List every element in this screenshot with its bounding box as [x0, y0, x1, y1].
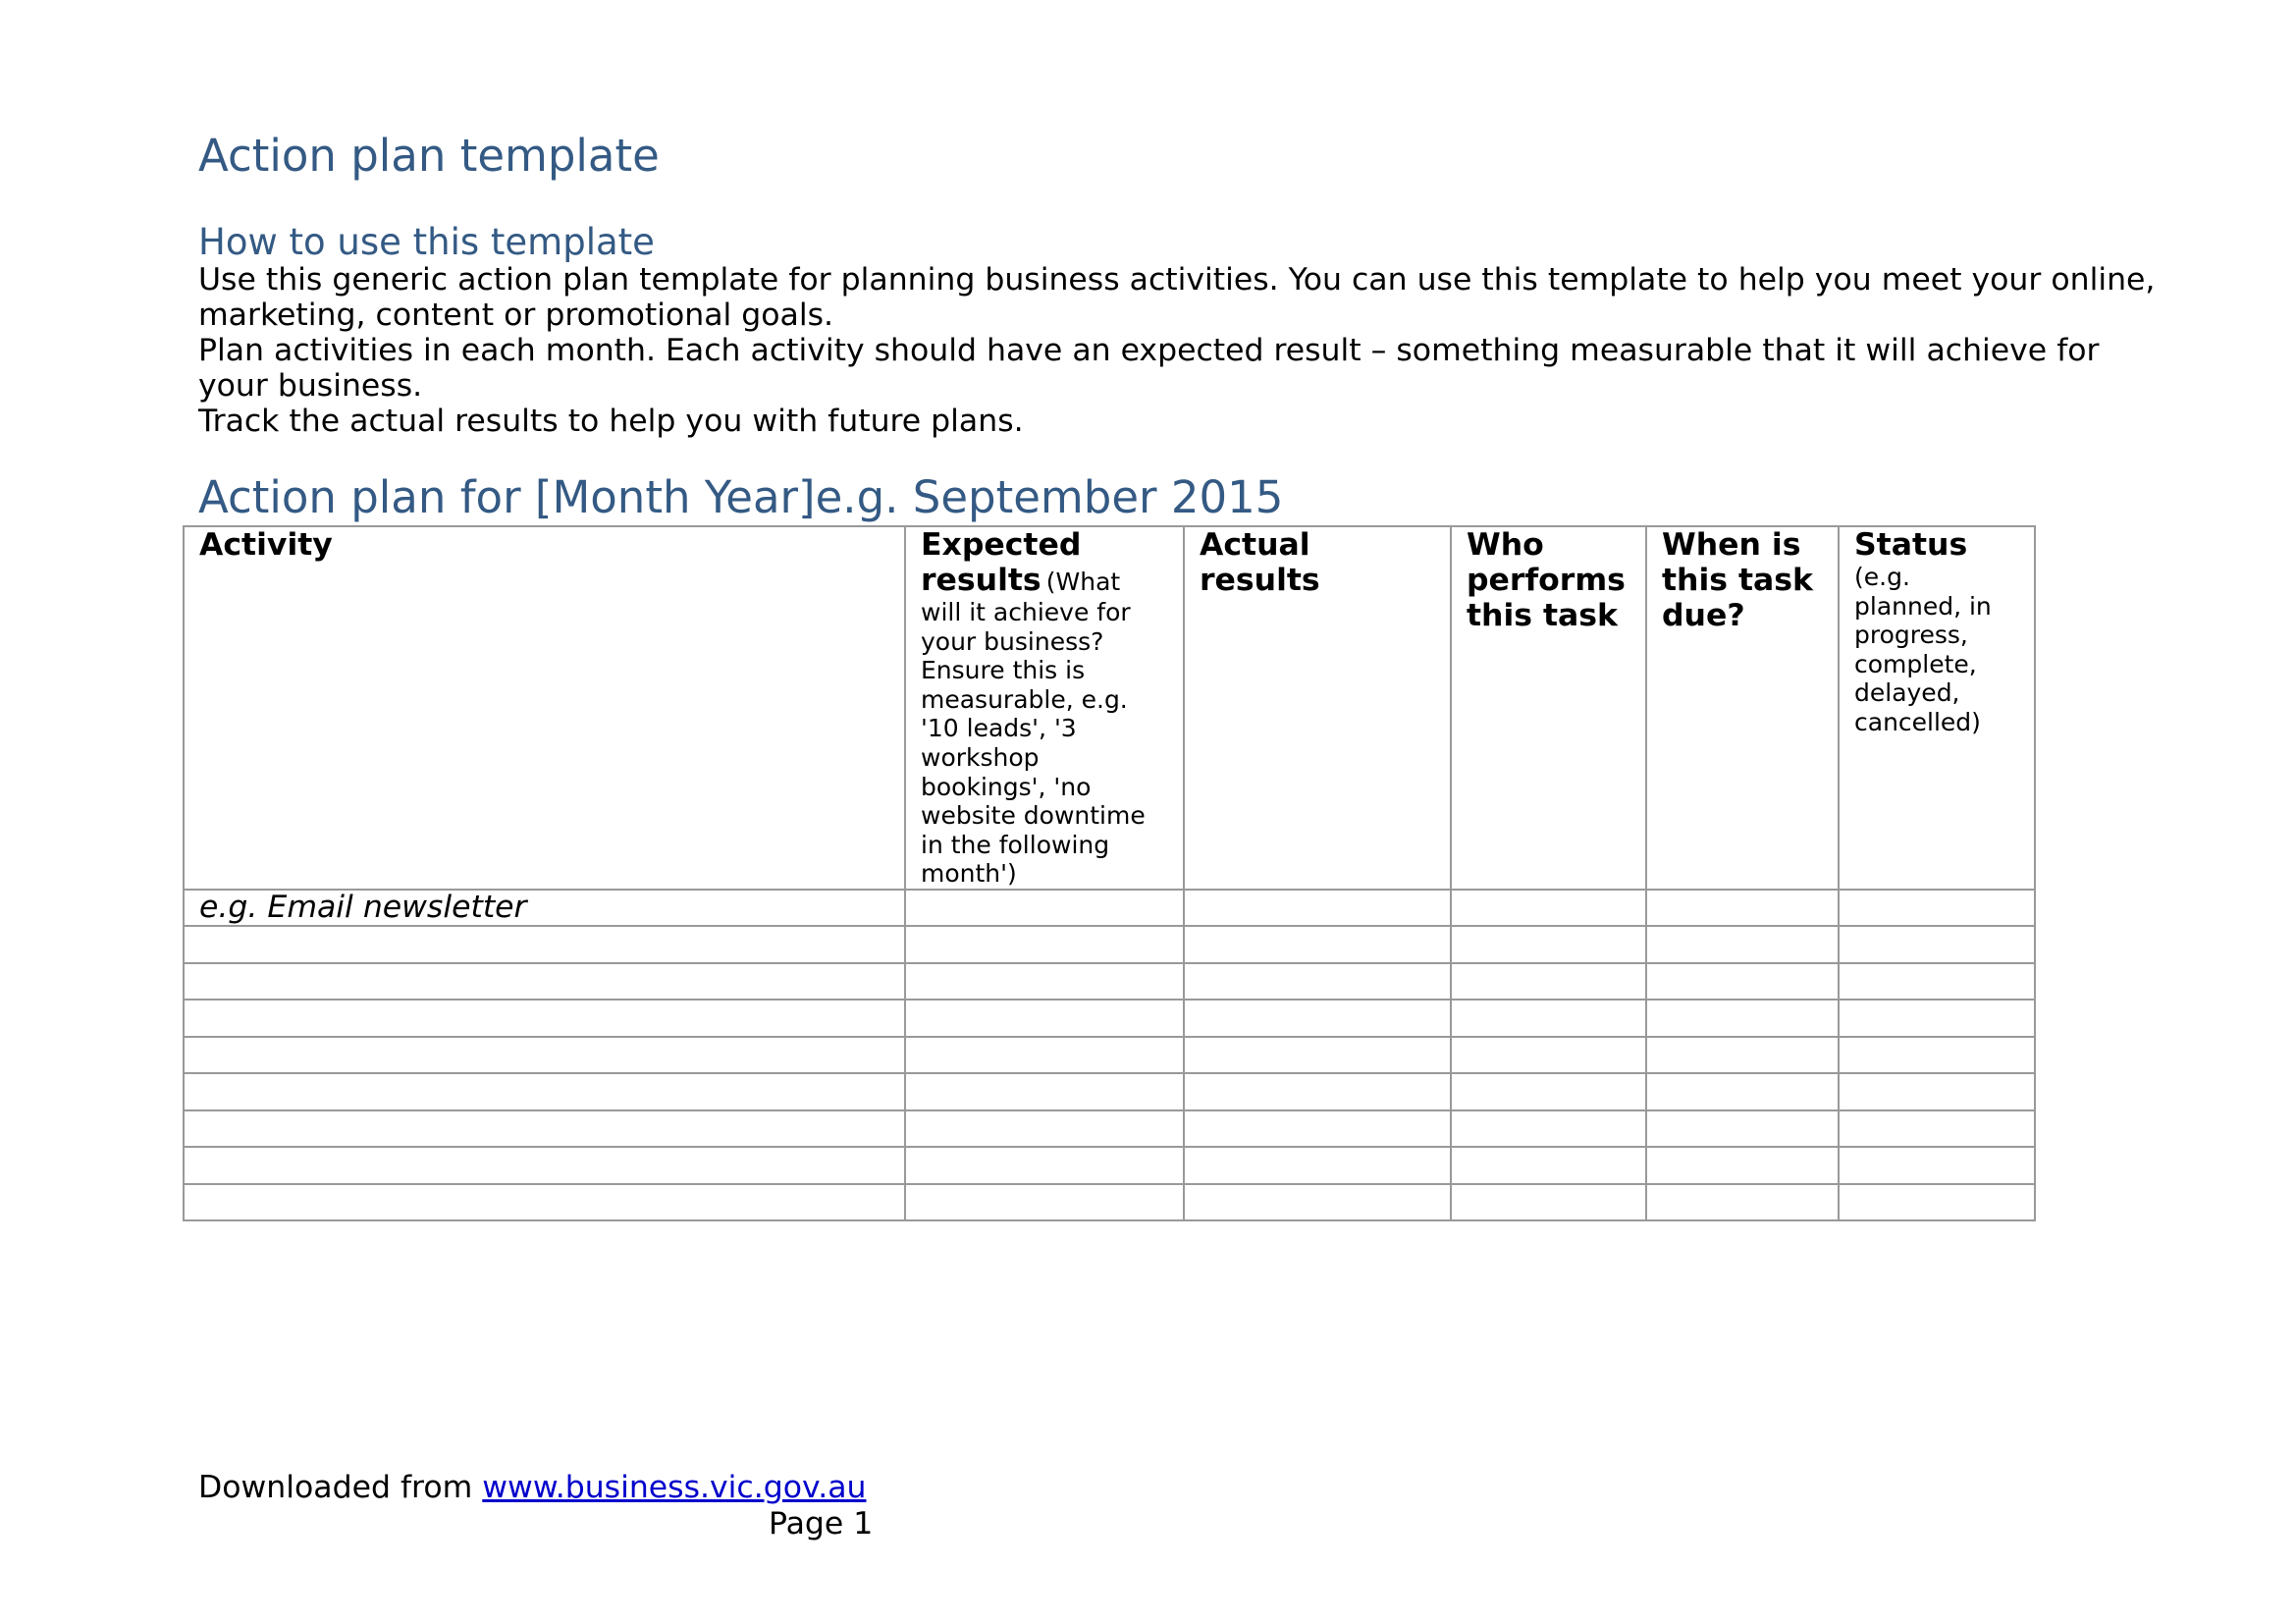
header-status-label: Status — [1854, 527, 1968, 563]
page-number: Page 1 — [769, 1506, 874, 1542]
document-title: Action plan template — [198, 130, 660, 182]
when-cell[interactable] — [1646, 963, 1839, 1001]
actual-cell[interactable] — [1184, 1037, 1451, 1074]
header-expected-results — [905, 526, 1184, 890]
when-cell[interactable] — [1646, 1110, 1839, 1148]
activity-cell[interactable] — [184, 1184, 905, 1221]
header-when-label: When is this task due? — [1662, 527, 1814, 633]
header-when-due — [1646, 526, 1839, 890]
who-cell[interactable] — [1451, 1110, 1646, 1148]
how-to-paragraph-1: Use this generic action plan template for planning business activities. You can use this template to help you meet your online, marketing, content or promotional goals. — [198, 262, 2156, 333]
status-cell[interactable] — [1839, 890, 2035, 927]
expected-cell[interactable] — [905, 926, 1184, 963]
table-header-row — [184, 526, 2035, 890]
header-actual-label: Actual results — [1200, 527, 1320, 598]
status-cell[interactable] — [1839, 1073, 2035, 1110]
status-cell[interactable] — [1839, 926, 2035, 963]
who-cell[interactable] — [1451, 1184, 1646, 1221]
who-cell[interactable] — [1451, 1000, 1646, 1037]
activity-cell[interactable] — [184, 1073, 905, 1110]
when-cell[interactable] — [1646, 890, 1839, 927]
actual-cell[interactable] — [1184, 1073, 1451, 1110]
expected-cell[interactable] — [905, 963, 1184, 1001]
actual-cell[interactable] — [1184, 926, 1451, 963]
activity-cell[interactable] — [184, 1037, 905, 1074]
actual-cell[interactable] — [1184, 963, 1451, 1001]
activity-cell[interactable] — [184, 1000, 905, 1037]
header-expected-label: Expected results — [921, 527, 1082, 598]
who-cell[interactable] — [1451, 963, 1646, 1001]
when-cell[interactable] — [1646, 1000, 1839, 1037]
plan-heading: Action plan for [Month Year]e.g. September 2015 — [198, 471, 1284, 523]
header-activity-label: Activity — [199, 527, 333, 563]
table-row — [184, 1000, 2035, 1037]
status-cell[interactable] — [1839, 1184, 2035, 1221]
activity-cell[interactable] — [184, 1147, 905, 1184]
expected-cell[interactable] — [905, 1184, 1184, 1221]
expected-cell[interactable] — [905, 1110, 1184, 1148]
footer-website-link[interactable]: www.business.vic.gov.au — [482, 1470, 867, 1505]
actual-cell[interactable] — [1184, 1000, 1451, 1037]
header-who-performs — [1451, 526, 1646, 890]
status-cell[interactable] — [1839, 963, 2035, 1001]
when-cell[interactable] — [1646, 1184, 1839, 1221]
header-actual-results — [1184, 526, 1451, 890]
who-cell[interactable] — [1451, 890, 1646, 927]
action-plan-table — [183, 525, 2036, 1221]
expected-cell[interactable] — [905, 1073, 1184, 1110]
expected-cell[interactable] — [905, 1000, 1184, 1037]
header-expected-note: (What will it achieve for your business? Ensure this is measurable, e.g. '10 leads', '3 workshop bookings', 'no website downtime in the following month') — [921, 568, 1146, 889]
activity-cell[interactable] — [184, 1110, 905, 1148]
status-cell[interactable] — [1839, 1037, 2035, 1074]
header-who-label: Who performs this task — [1467, 527, 1626, 633]
actual-cell[interactable] — [1184, 890, 1451, 927]
table-row — [184, 1073, 2035, 1110]
expected-cell[interactable] — [905, 1037, 1184, 1074]
who-cell[interactable] — [1451, 1073, 1646, 1110]
status-cell[interactable] — [1839, 1000, 2035, 1037]
when-cell[interactable] — [1646, 1037, 1839, 1074]
header-status — [1839, 526, 2035, 890]
status-cell[interactable] — [1839, 1147, 2035, 1184]
footer-download-prefix: Downloaded from — [198, 1470, 483, 1505]
who-cell[interactable] — [1451, 1147, 1646, 1184]
when-cell[interactable] — [1646, 1073, 1839, 1110]
header-status-note: (e.g. planned, in progress, complete, delayed, cancelled) — [1854, 563, 1992, 736]
table-row — [184, 1037, 2035, 1074]
who-cell[interactable] — [1451, 1037, 1646, 1074]
table-row — [184, 1147, 2035, 1184]
activity-cell[interactable] — [184, 963, 905, 1001]
when-cell[interactable] — [1646, 1147, 1839, 1184]
who-cell[interactable] — [1451, 926, 1646, 963]
table-row — [184, 1110, 2035, 1148]
table-row — [184, 1184, 2035, 1221]
expected-cell[interactable] — [905, 890, 1184, 927]
how-to-paragraph-2: Plan activities in each month. Each activity should have an expected result – something measurable that it will achieve for your business. — [198, 333, 2100, 404]
header-activity — [184, 526, 905, 890]
footer-download — [198, 1470, 866, 1505]
actual-cell[interactable] — [1184, 1147, 1451, 1184]
table-row — [184, 890, 2035, 927]
how-to-paragraph-3: Track the actual results to help you with future plans. — [198, 404, 1024, 439]
when-cell[interactable] — [1646, 926, 1839, 963]
table-row — [184, 963, 2035, 1001]
activity-cell[interactable]: e.g. Email newsletter — [184, 890, 905, 927]
activity-cell[interactable] — [184, 926, 905, 963]
table-row — [184, 926, 2035, 963]
how-to-text — [198, 262, 2162, 439]
expected-cell[interactable] — [905, 1147, 1184, 1184]
actual-cell[interactable] — [1184, 1184, 1451, 1221]
how-to-heading: How to use this template — [198, 221, 655, 263]
actual-cell[interactable] — [1184, 1110, 1451, 1148]
status-cell[interactable] — [1839, 1110, 2035, 1148]
